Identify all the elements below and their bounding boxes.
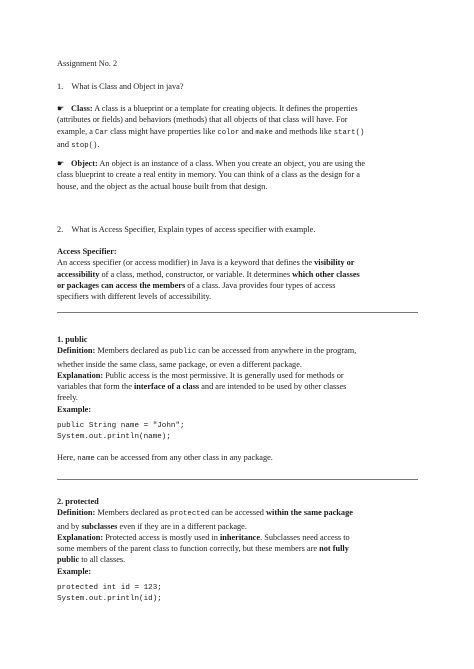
assignment-title: Assignment No. 2 <box>57 59 118 68</box>
class-definition <box>57 103 421 152</box>
question-2-number: 2. <box>57 225 64 234</box>
object-line-2: class blueprint to create a real entity in memory. You can think of a class as the design for a <box>57 170 360 180</box>
question-2-text: What is Access Specifier, Explain types of access specifier with example. <box>71 225 316 234</box>
question-2 <box>57 224 421 235</box>
section-divider <box>57 312 418 313</box>
public-example-label: Example: <box>57 404 92 414</box>
access-specifier-intro: Access Specifier: An access specifier (or access modifier) in Java is a keyword that defines the visibility or accessibility of a class, method, constructor, or variable. It determines which other classes or packages can access the members of a class. Java provides four types of access specifiers with different levels of accessibility. <box>57 247 360 302</box>
object-term: Object: <box>71 159 98 168</box>
protected-section: 2. protected Definition: Members declared as protected can be accessed within the same package and by subclasses even if they are in a different package. Explanation: Protected access is mostly used in inheritance. Subclasses need access to some members of the parent class to function correctly, but these members are not fully public to all classes. Example: <box>57 497 353 576</box>
pointing-hand-icon: ☛ <box>57 104 65 113</box>
code-make: make <box>255 128 273 137</box>
question-1 <box>57 81 421 92</box>
code-car: Car <box>95 128 109 137</box>
question-1-number: 1. <box>57 82 64 91</box>
code-public: public <box>169 348 197 357</box>
object-definition <box>57 158 421 192</box>
protected-heading: 2. protected <box>57 497 99 506</box>
public-note: Here, name can be accessed from any other class in any package. <box>57 453 273 463</box>
class-term: Class: <box>71 104 93 113</box>
section-divider <box>57 479 418 480</box>
object-line-1: An object is an instance of a class. When you create an object, you are using the <box>99 159 366 168</box>
class-line-1: A class is a blueprint or a template for creating objects. It defines the properties <box>94 104 358 113</box>
public-section: 1. public Definition: Members declared as public can be accessed from anywhere in the program, whether inside the same class, same package, or even a different package. Explanation: Public access is the most permissive. It is generally used for methods or variables that form the interface of a class and are intended to be used by other classes freely. Example: <box>57 335 357 414</box>
access-specifier-heading: Access Specifier: <box>57 247 117 256</box>
code-stop: stop() <box>71 141 98 150</box>
class-line-3: example, a Car class might have properties like color and make and methods like start() <box>57 126 365 137</box>
pointing-hand-icon: ☛ <box>57 159 65 168</box>
code-start: start() <box>333 128 365 137</box>
code-color: color <box>217 128 240 137</box>
question-1-text: What is Class and Object in java? <box>71 82 184 91</box>
class-line-2: (attributes or fields) and behaviors (methods) that all objects of that class will have. For <box>57 115 348 125</box>
protected-code-block: protected int id = 123; System.out.println(id); <box>57 584 162 603</box>
protected-example-label: Example: <box>57 566 92 576</box>
public-code-block: public String name = "John"; System.out.println(name); <box>57 422 185 441</box>
object-line-3: house, and the object as the actual house built from that design. <box>57 181 268 191</box>
code-name: name <box>77 455 95 463</box>
public-heading: 1. public <box>57 335 88 344</box>
code-protected: protected <box>169 510 210 519</box>
class-line-4: and stop(). <box>57 139 100 150</box>
